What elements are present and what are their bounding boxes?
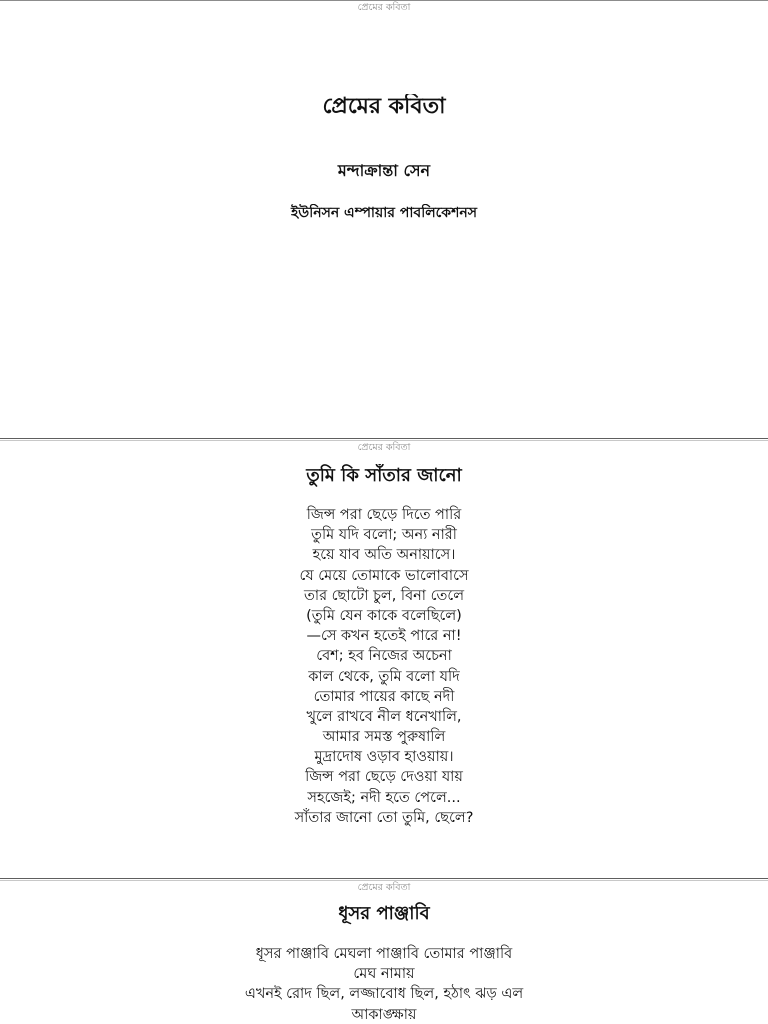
poem-line: এখনই রোদ ছিল, লজ্জাবোধ ছিল, হঠাৎ ঝড় এল: [244, 986, 524, 1003]
poem-line: তোমার পায়ের কাছে নদী: [313, 688, 455, 705]
poem-line: খুলে রাখবে নীল ধনেখালি,: [306, 708, 462, 725]
poem-title: ধূসর পাঞ্জাবি: [338, 903, 430, 924]
poem-line: জিন্স পরা ছেড়ে দিতে পারি: [306, 507, 462, 523]
running-header: প্রেমের কবিতা: [357, 442, 411, 453]
poem-line: সাঁতার জানো তো তুমি, ছেলে?: [294, 809, 474, 826]
poem-line: তার ছোটো চুল, বিনা তেলে: [303, 587, 464, 604]
poem-line: জিন্স পরা ছেড়ে দেওয়া যায়: [305, 769, 463, 786]
poem-line: তুমি যদি বলো; অন্য নারী: [311, 527, 457, 544]
poem-line: কাল থেকে, তুমি বলো যদি: [308, 668, 460, 685]
page-poem: [0, 880, 768, 1024]
poem-body: [0, 505, 768, 828]
poem-line: মুদ্রাদোষ ওড়াব হাওয়ায়।: [314, 749, 454, 766]
running-header: প্রেমের কবিতা: [357, 882, 411, 893]
book-author: মন্দাক্রান্তা সেন: [337, 161, 431, 180]
book-publisher: ইউনিসন এম্পায়ার পাবলিকেশনস: [291, 205, 477, 221]
poem-line: সহজেই; নদী হতে পেলে...: [307, 789, 461, 806]
poem-line: আকাঙ্ক্ষায়: [351, 1006, 417, 1023]
poem-title: তুমি কি সাঁতার জানো: [306, 465, 462, 486]
poem-body: [0, 944, 768, 1024]
poem-line: —সে কখন হতেই পারে না!: [306, 628, 462, 645]
running-header: প্রেমের কবিতা: [357, 2, 411, 13]
page-title-page: [0, 0, 768, 439]
poem-line: হয়ে যাব অতি অনায়াসে।: [312, 547, 456, 564]
poem-line: যে মেয়ে তোমাকে ভালোবাসে: [299, 567, 469, 584]
page-poem: [0, 440, 768, 879]
poem-line: (তুমি যেন কাকে বলেছিলে): [306, 607, 462, 624]
poem-line: আমার সমস্ত পুরুষালি: [322, 729, 446, 746]
poem-line: মেঘ নামায়: [353, 966, 415, 983]
poem-line: ধূসর পাঞ্জাবি মেঘলা পাঞ্জাবি তোমার পাঞ্জাবি: [255, 946, 513, 962]
poem-line: বেশ; হব নিজের অচেনা: [316, 648, 452, 665]
book-title: প্রেমের কবিতা: [322, 94, 446, 119]
